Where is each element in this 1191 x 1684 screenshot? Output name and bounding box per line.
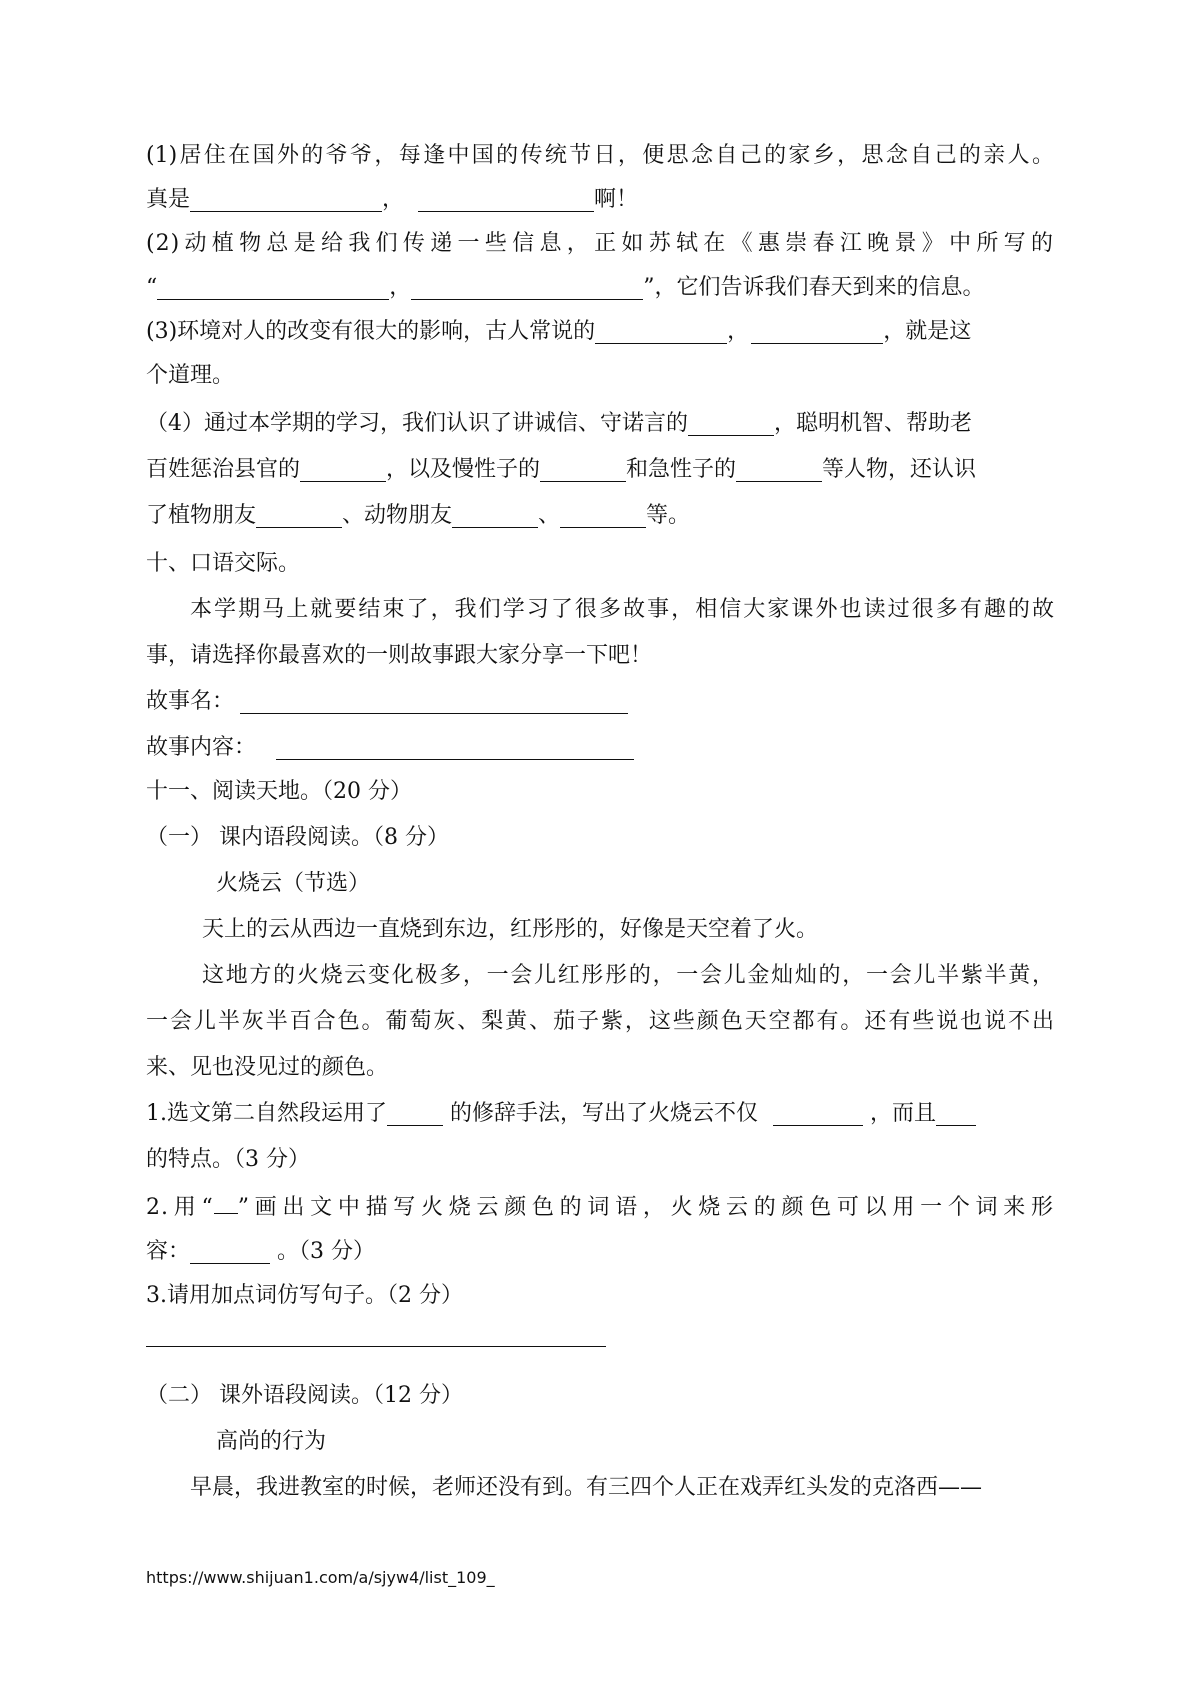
answer-blank[interactable] bbox=[540, 453, 626, 482]
reading-q1-line2: 的特点。（3 分） bbox=[146, 1147, 310, 1172]
reading-q3: 3.请用加点词仿写句子。（2 分） bbox=[146, 1283, 463, 1308]
footer-url: https://www.shijuan1.com/a/sjyw4/list_109_ bbox=[146, 1568, 495, 1587]
answer-blank[interactable] bbox=[190, 1235, 270, 1264]
reading-q1-line1: 1.选文第二自然段运用了 的修辞手法，写出了火烧云不仅 ，而且 bbox=[146, 1094, 1054, 1134]
answer-blank[interactable] bbox=[452, 499, 538, 528]
underline-mark bbox=[214, 1213, 238, 1214]
fill-q3-line2: 个道理。 bbox=[146, 363, 235, 388]
fill-q1-line1: (1)居住在国外的爷爷，每逢中国的传统节日，便思念自己的家乡，思念自己的亲人。 bbox=[146, 143, 1054, 168]
answer-blank[interactable] bbox=[736, 453, 822, 482]
fill-q2-line2: “ ， ”，它们告诉我们春天到来的信息。 bbox=[146, 268, 1054, 308]
answer-blank[interactable] bbox=[157, 271, 389, 300]
answer-blank[interactable] bbox=[300, 453, 386, 482]
fill-q1-line2: 真是 ， 啊！ bbox=[146, 180, 1054, 220]
fill-q3-line1: (3)环境对人的改变有很大的影响，古人常说的 ， ，就是这 bbox=[146, 312, 1054, 352]
answer-blank[interactable] bbox=[190, 183, 382, 212]
part1-paragraph2-line2: 一会儿半灰半百合色。葡萄灰、梨黄、茄子紫，这些颜色天空都有。还有些说也说不出 bbox=[146, 1009, 1054, 1034]
part1-title: 火烧云（节选） bbox=[216, 871, 371, 896]
story-name-field[interactable] bbox=[240, 685, 628, 714]
story-content-field[interactable] bbox=[276, 731, 634, 760]
section-heading-oral: 十、口语交际。 bbox=[146, 551, 301, 576]
answer-blank[interactable] bbox=[595, 315, 727, 344]
answer-blank[interactable] bbox=[936, 1097, 976, 1126]
reading-q2-line1: 2.用“ ”画出文中描写火烧云颜色的词语，火烧云的颜色可以用一个词来形 bbox=[146, 1195, 1055, 1220]
answer-blank[interactable] bbox=[560, 499, 646, 528]
answer-blank[interactable] bbox=[256, 499, 342, 528]
fill-q4-line3: 了植物朋友 、动物朋友 、 等。 bbox=[146, 496, 1054, 536]
answer-blank[interactable] bbox=[411, 271, 643, 300]
part2-title: 高尚的行为 bbox=[216, 1429, 327, 1454]
fill-q4-line1: （4）通过本学期的学习，我们认识了讲诚信、守诺言的 ，聪明机智、帮助老 bbox=[146, 404, 1054, 444]
part1-heading: （一） 课内语段阅读。（8 分） bbox=[146, 825, 449, 850]
part1-paragraph1: 天上的云从西边一直烧到东边，红彤彤的，好像是天空着了火。 bbox=[202, 917, 819, 942]
answer-blank[interactable] bbox=[688, 407, 774, 436]
answer-line[interactable] bbox=[146, 1346, 606, 1347]
part1-paragraph2-line1: 这地方的火烧云变化极多，一会儿红彤彤的，一会儿金灿灿的，一会儿半紫半黄， bbox=[202, 963, 1054, 988]
part2-paragraph1: 早晨，我进教室的时候，老师还没有到。有三四个人正在戏弄红头发的克洛西—— bbox=[190, 1475, 983, 1500]
reading-q2-line2: 容： 。（3 分） bbox=[146, 1232, 1054, 1272]
answer-blank[interactable] bbox=[418, 183, 594, 212]
oral-paragraph-line2: 事，请选择你最喜欢的一则故事跟大家分享一下吧！ bbox=[146, 643, 653, 668]
fill-q2-line1: (2)动植物总是给我们传递一些信息，正如苏轼在《惠崇春江晚景》中所写的 bbox=[146, 231, 1054, 256]
story-content-row: 故事内容： bbox=[146, 728, 1054, 768]
story-name-row: 故事名： bbox=[146, 682, 1054, 722]
oral-paragraph-line1: 本学期马上就要结束了，我们学习了很多故事，相信大家课外也读过很多有趣的故 bbox=[190, 597, 1054, 622]
part2-heading: （二） 课外语段阅读。（12 分） bbox=[146, 1383, 463, 1408]
answer-blank[interactable] bbox=[773, 1097, 863, 1126]
fill-q4-line2: 百姓惩治县官的 ，以及慢性子的 和急性子的 等人物，还认识 bbox=[146, 450, 1054, 490]
answer-blank[interactable] bbox=[751, 315, 883, 344]
section-heading-reading: 十一、阅读天地。（20 分） bbox=[146, 779, 412, 804]
answer-blank[interactable] bbox=[387, 1097, 443, 1126]
part1-paragraph2-line3: 来、见也没见过的颜色。 bbox=[146, 1055, 389, 1080]
